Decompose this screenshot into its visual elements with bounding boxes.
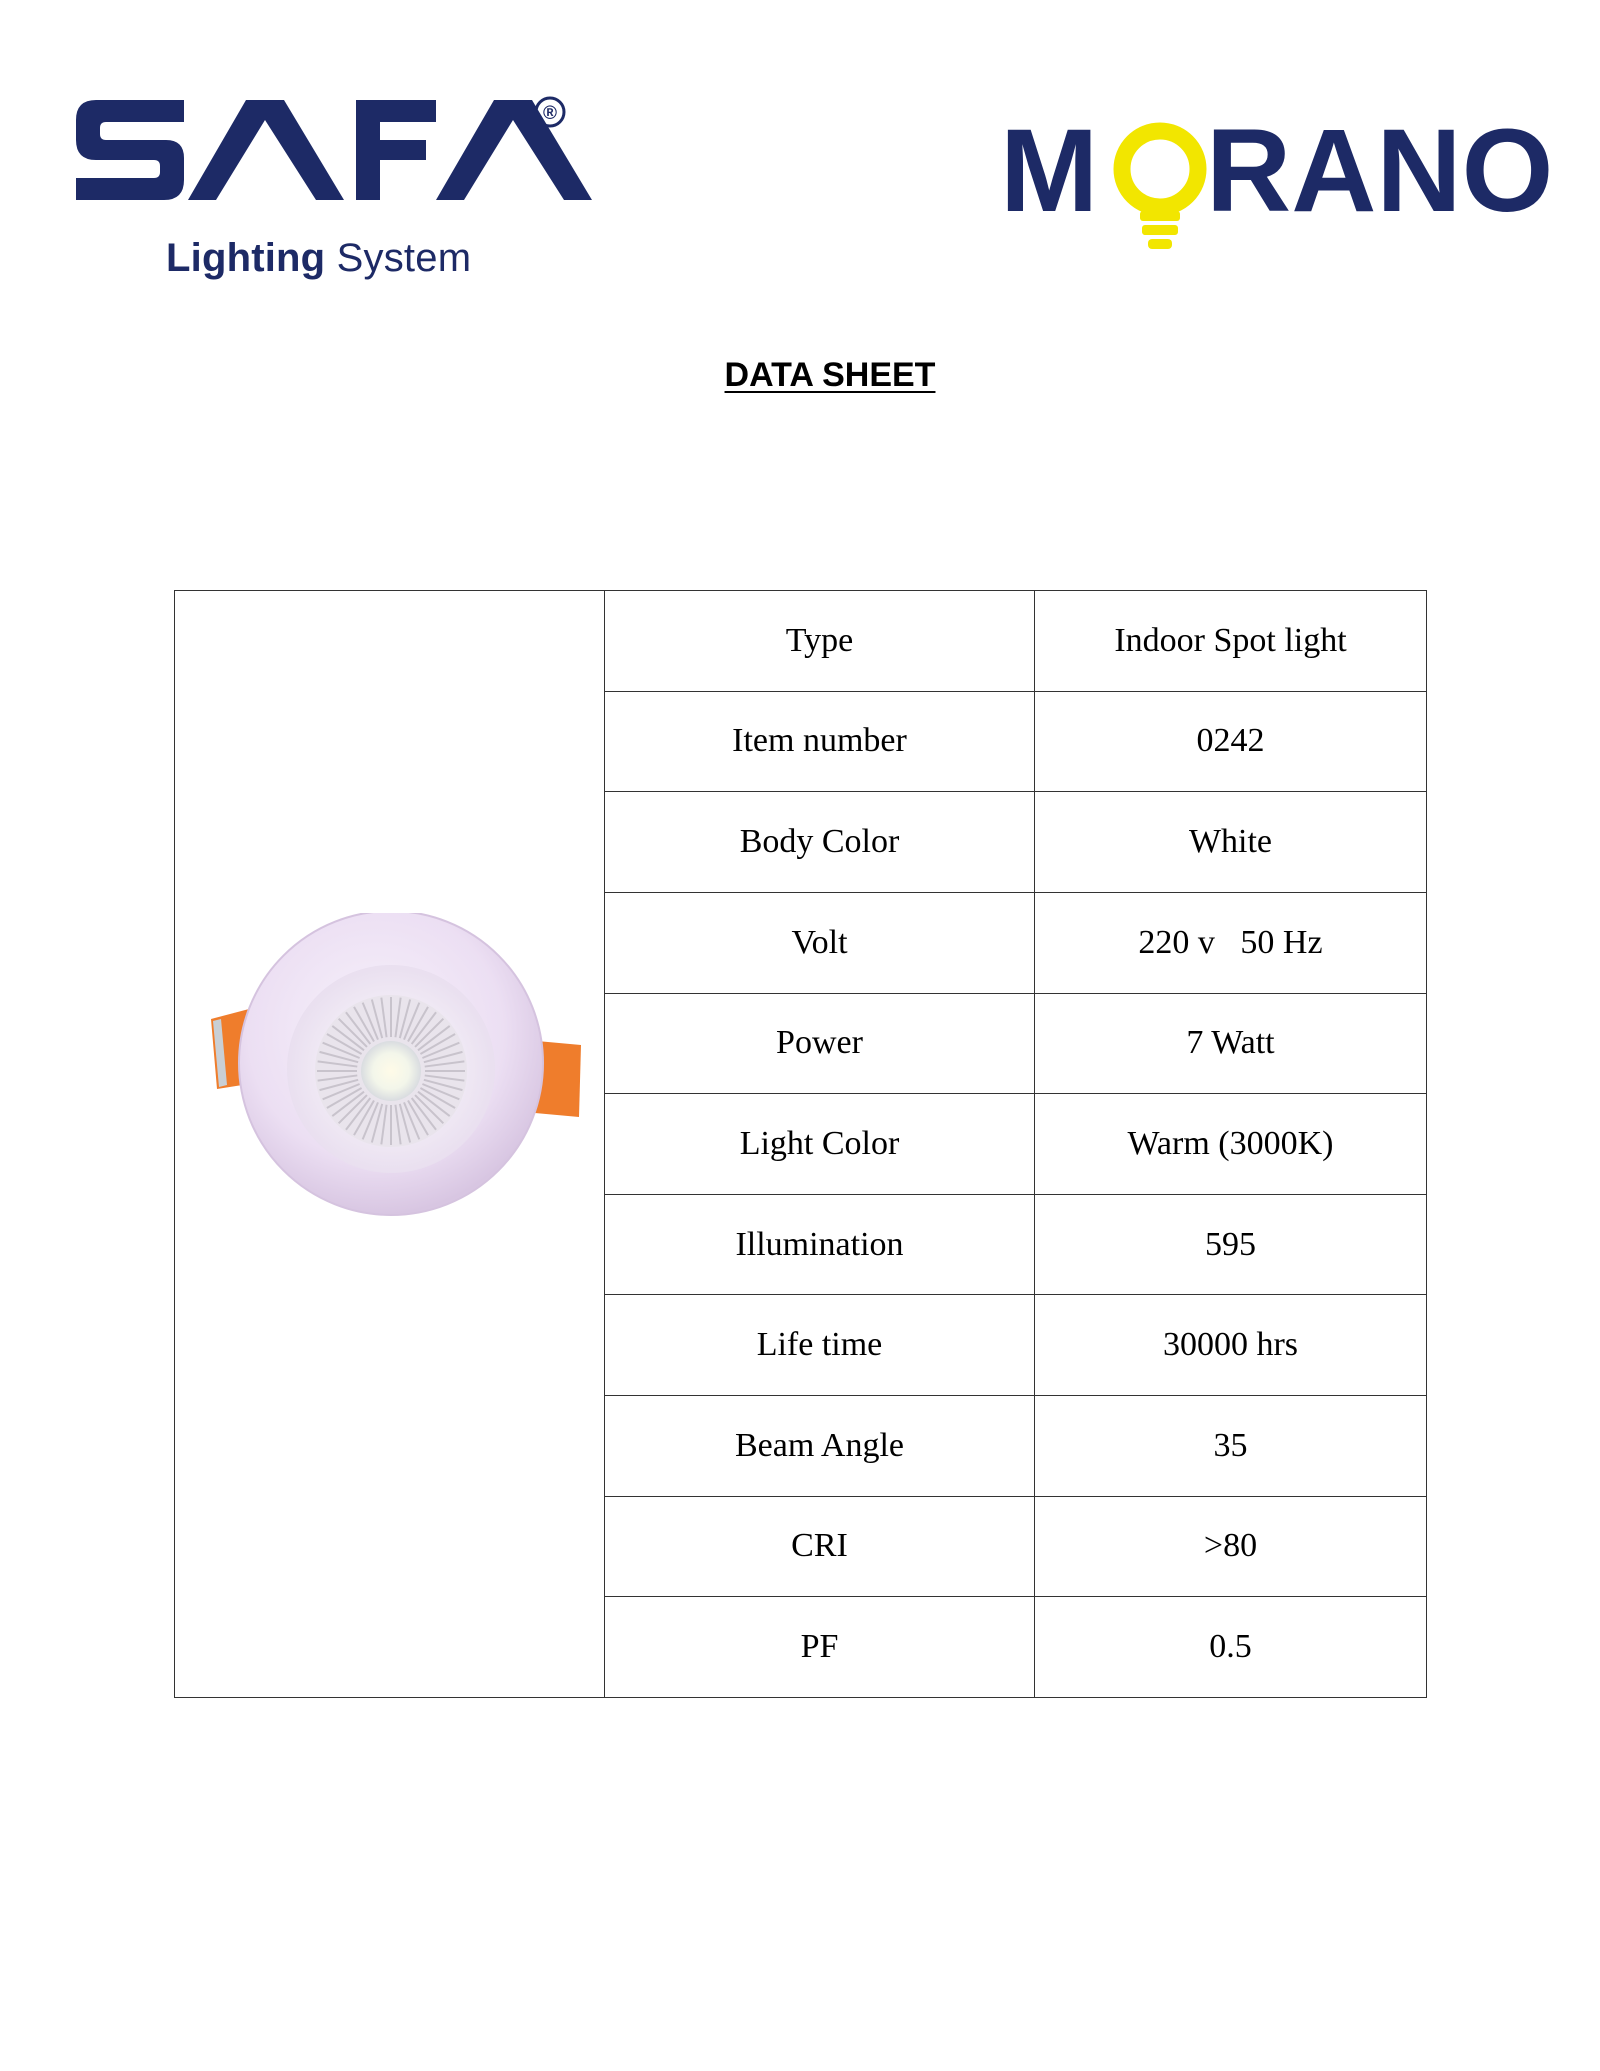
spec-value: Indoor Spot light xyxy=(1035,591,1427,692)
safa-logo xyxy=(76,100,596,290)
spec-value: 0.5 xyxy=(1035,1597,1427,1698)
morano-logo xyxy=(1000,115,1560,265)
spec-label: Beam Angle xyxy=(605,1396,1035,1497)
spec-label: Power xyxy=(605,993,1035,1094)
registered-mark-icon xyxy=(530,92,570,132)
spec-label: Light Color xyxy=(605,1094,1035,1195)
safa-logo-mark xyxy=(76,100,596,230)
morano-logo-mark xyxy=(1000,115,1560,265)
morano-letters-rano: RANO xyxy=(1206,115,1554,237)
morano-letter-m: M xyxy=(1000,115,1099,237)
spec-label: PF xyxy=(605,1597,1035,1698)
spec-value: 0242 xyxy=(1035,691,1427,792)
spec-value: 220 v 50 Hz xyxy=(1035,892,1427,993)
lightbulb-icon xyxy=(1122,131,1198,249)
safa-tagline xyxy=(166,236,471,281)
table-row xyxy=(175,591,1427,692)
spec-value: >80 xyxy=(1035,1496,1427,1597)
spotlight-icon xyxy=(191,913,591,1243)
spec-label: Illumination xyxy=(605,1194,1035,1295)
spec-value: 595 xyxy=(1035,1194,1427,1295)
spec-value: White xyxy=(1035,792,1427,893)
safa-tagline-bold: Lighting xyxy=(166,236,326,280)
spec-label: Type xyxy=(605,591,1035,692)
spec-label: CRI xyxy=(605,1496,1035,1597)
page-title: DATA SHEET xyxy=(724,356,936,394)
spec-label: Life time xyxy=(605,1295,1035,1396)
spec-value: 7 Watt xyxy=(1035,993,1427,1094)
safa-tagline-regular: System xyxy=(336,236,472,280)
spec-value: Warm (3000K) xyxy=(1035,1094,1427,1195)
spec-value: 35 xyxy=(1035,1396,1427,1497)
spec-label: Volt xyxy=(605,892,1035,993)
spec-label: Item number xyxy=(605,691,1035,792)
spec-label: Body Color xyxy=(605,792,1035,893)
spec-value: 30000 hrs xyxy=(1035,1295,1427,1396)
product-image-cell xyxy=(175,591,605,1698)
spec-table xyxy=(174,590,1427,1698)
svg-text:®: ® xyxy=(543,103,557,124)
